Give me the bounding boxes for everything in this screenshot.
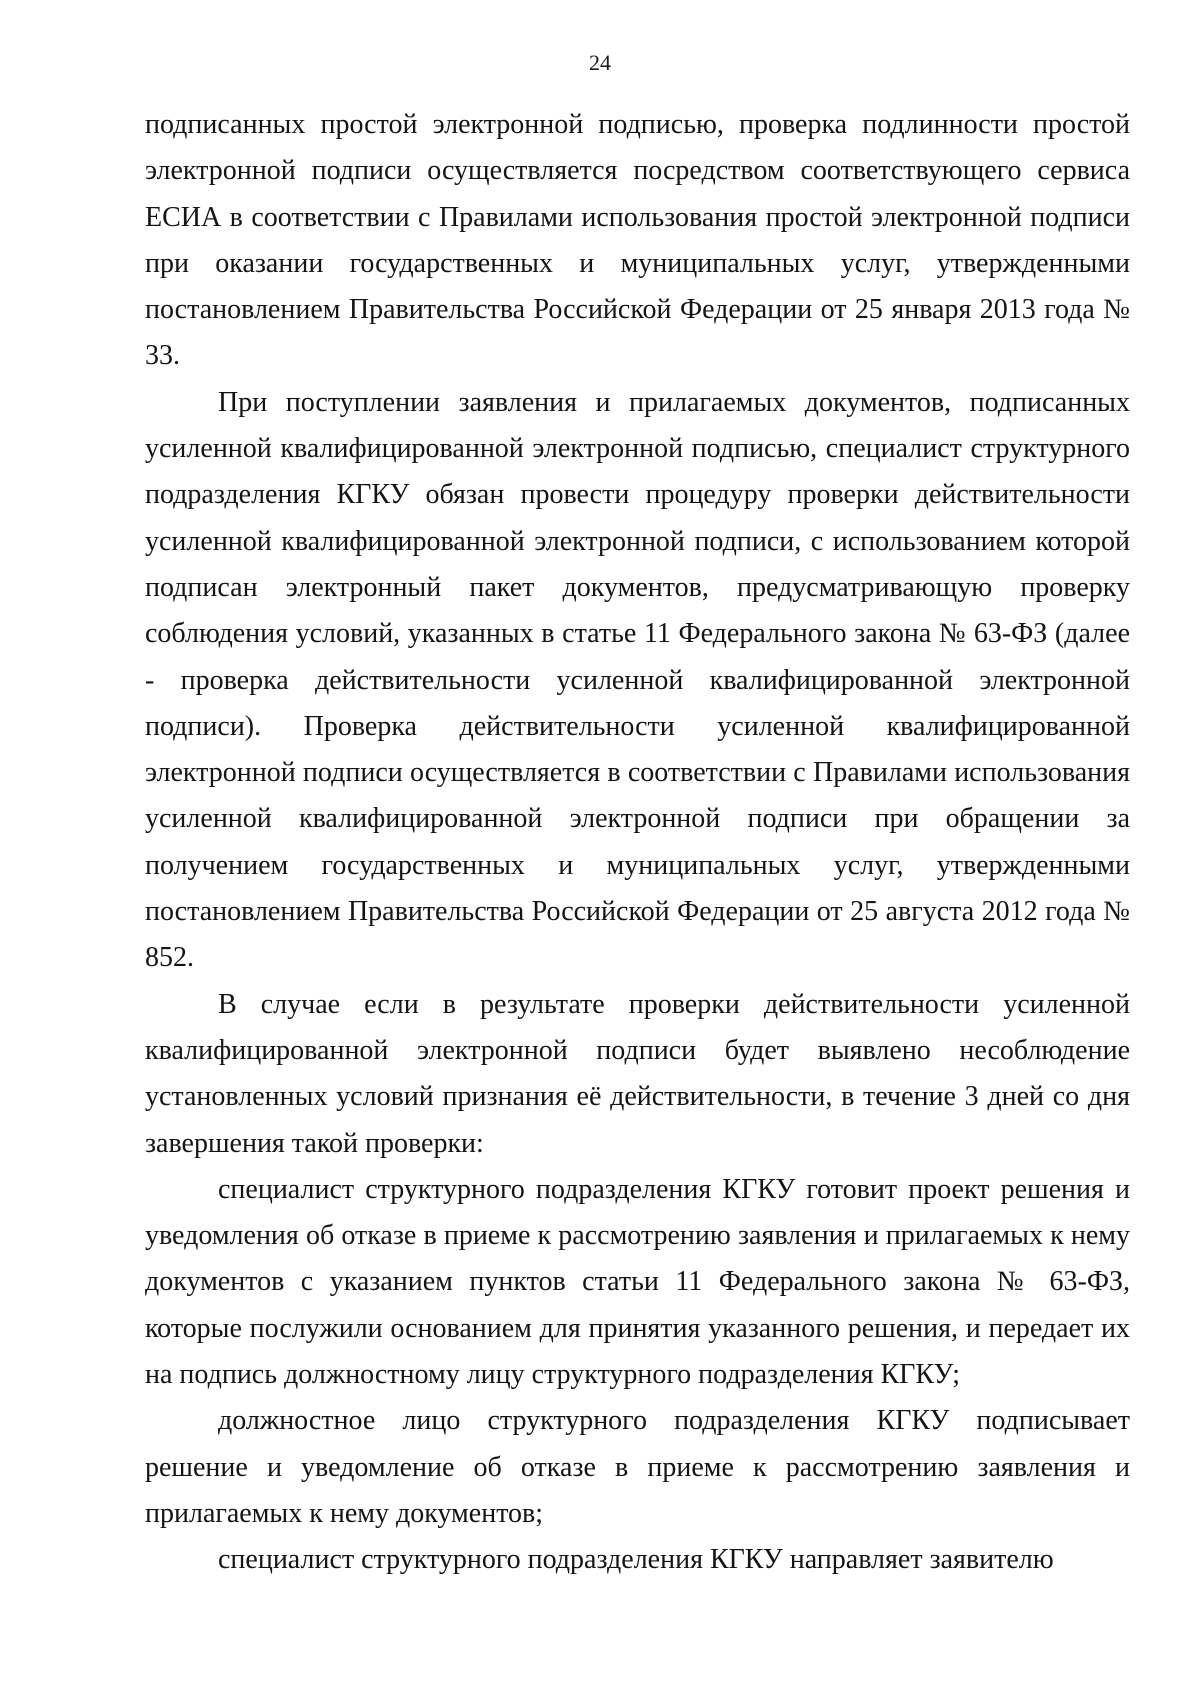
document-body	[145, 102, 1130, 1584]
paragraph-official-signs: должностное лицо структурного подразделения КГКУ подписывает решение и уведомление об отказе в приеме к рассмотрению заявления и прилагаемых к нему документов;	[145, 1405, 1130, 1529]
paragraph-check-failure: В случае если в результате проверки действительности усиленной квалифицированной электронной подписи будет выявлено несоблюдение установленных условий признания её действительности, в течение 3 дней со дня завершения такой проверки:	[145, 988, 1130, 1159]
paragraph-specialist-prepares: специалист структурного подразделения КГКУ готовит проект решения и уведомления об отказе в приеме к рассмотрению заявления и прилагаемых к нему документов с указанием пунктов статьи 11 Федерального закона № 63-ФЗ, которые послужили основанием для принятия указанного решения, и передает их на подпись должностному лицу структурного подразделения КГКУ;	[145, 1173, 1130, 1391]
page-number: 24	[589, 50, 611, 75]
paragraph-qualified-signature-check: При поступлении заявления и прилагаемых документов, подписанных усиленной квалифицированной электронной подписью, специалист структурного подразделения КГКУ обязан провести процедуру проверки действительности усиленной квалифицированной электронной подписи, с использованием которой подписан электронный пакет документов, предусматривающую проверку соблюдения условий, указанных в статье 11 Федерального закона № 63-ФЗ (далее - проверка действительности усиленной квалифицированной электронной подписи). Проверка действительности усиленной квалифицированной электронной подписи осуществляется в соответствии с Правилами использования усиленной квалифицированной электронной подписи при обращении за получением государственных и муниципальных услуг, утвержденными постановлением Правительства Российской Федерации от 25 августа 2012 года № 852.	[145, 386, 1130, 974]
paragraph-specialist-sends: специалист структурного подразделения КГКУ направляет заявителю	[218, 1544, 1054, 1576]
paragraph-continuation: подписанных простой электронной подписью, проверка подлинности простой электронной подписи осуществляется посредством соответствующего сервиса ЕСИА в соответствии с Правилами использования простой электронной подписи при оказании государственных и муниципальных услуг, утвержденными постановлением Правительства Российской Федерации от 25 января 2013 года № 33.	[145, 109, 1130, 372]
